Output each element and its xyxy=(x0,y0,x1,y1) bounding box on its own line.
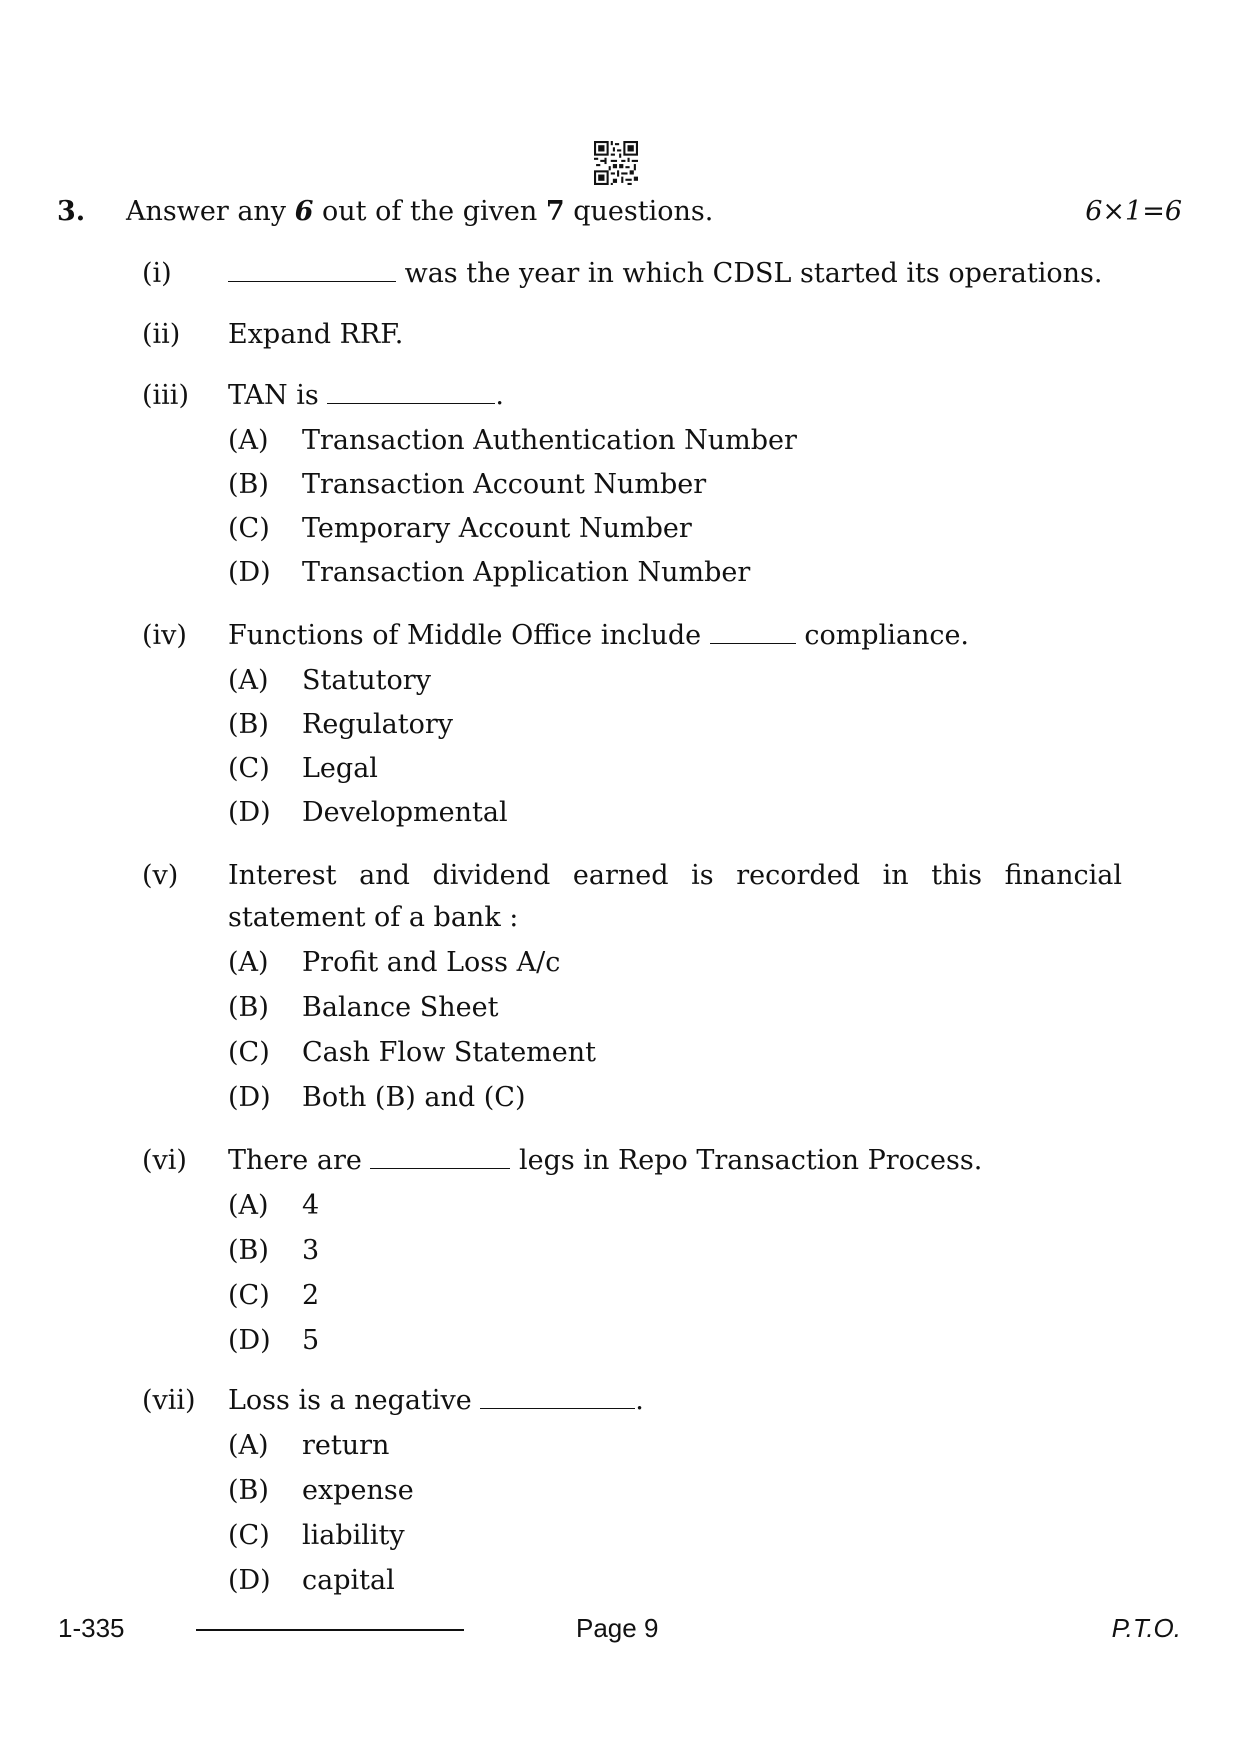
option-text: 5 xyxy=(302,1325,320,1356)
subquestion-stem: TAN is . xyxy=(228,375,1122,417)
option-letter: (C) xyxy=(228,1037,270,1068)
option-text: Cash Flow Statement xyxy=(302,1037,596,1068)
subquestion-stem: Expand RRF. xyxy=(228,319,404,350)
please-turn-over: P.T.O. xyxy=(1111,1613,1181,1643)
option-text: Regulatory xyxy=(302,709,453,740)
fill-blank xyxy=(228,254,396,282)
option-text: Profit and Loss A/c xyxy=(302,947,561,978)
option-text: 3 xyxy=(302,1235,320,1266)
option-text: return xyxy=(302,1430,390,1461)
option-letter: (D) xyxy=(228,1082,271,1113)
option-letter: (C) xyxy=(228,1520,270,1551)
fill-blank xyxy=(710,616,796,644)
option-text: 4 xyxy=(302,1190,320,1221)
subquestion-stem: There are legs in Repo Transaction Process. xyxy=(228,1140,1122,1182)
option-text: Developmental xyxy=(302,797,508,828)
option-letter: (D) xyxy=(228,1325,271,1356)
fill-blank xyxy=(480,1381,635,1409)
question-instruction: Answer any 6 out of the given 7 questions. xyxy=(126,196,714,227)
subquestion-number: (iv) xyxy=(142,620,187,651)
option-letter: (A) xyxy=(228,1430,269,1461)
option-text: Balance Sheet xyxy=(302,992,499,1023)
option-text: liability xyxy=(302,1520,405,1551)
option-letter: (D) xyxy=(228,1565,271,1596)
subquestion-number: (vi) xyxy=(142,1145,187,1176)
question-number: 3. xyxy=(57,196,86,227)
subquestion-stem: was the year in which CDSL started its operations. xyxy=(228,253,1122,295)
option-text: Both (B) and (C) xyxy=(302,1082,526,1113)
subquestion-stem: Interest and dividend earned is recorded in this financial statement of a bank : xyxy=(228,860,1122,933)
option-letter: (B) xyxy=(228,1235,269,1266)
subquestion-number: (v) xyxy=(142,860,179,891)
question-marks: 6×1=6 xyxy=(1085,196,1182,227)
subquestion-number: (i) xyxy=(142,258,172,289)
subquestion-number: (ii) xyxy=(142,319,181,350)
option-text: Temporary Account Number xyxy=(302,513,692,544)
fill-blank xyxy=(370,1141,510,1169)
option-letter: (B) xyxy=(228,1475,269,1506)
option-letter: (C) xyxy=(228,513,270,544)
option-letter: (D) xyxy=(228,797,271,828)
option-text: Statutory xyxy=(302,665,431,696)
option-letter: (B) xyxy=(228,709,269,740)
subquestion-stem: Functions of Middle Office include compliance. xyxy=(228,615,1122,657)
subquestion-number: (vii) xyxy=(142,1385,196,1416)
subquestion-stem: Loss is a negative . xyxy=(228,1380,1122,1422)
option-letter: (C) xyxy=(228,753,270,784)
option-letter: (C) xyxy=(228,1280,270,1311)
option-letter: (A) xyxy=(228,947,269,978)
option-text: Legal xyxy=(302,753,378,784)
fill-blank xyxy=(327,376,495,404)
option-text: 2 xyxy=(302,1280,320,1311)
option-text: Transaction Authentication Number xyxy=(302,425,797,456)
paper-code: 1-335 xyxy=(58,1613,125,1643)
page-number: Page 9 xyxy=(576,1613,659,1643)
option-text: capital xyxy=(302,1565,395,1596)
option-text: Transaction Account Number xyxy=(302,469,707,500)
option-text: Transaction Application Number xyxy=(302,557,751,588)
option-letter: (A) xyxy=(228,425,269,456)
option-text: expense xyxy=(302,1475,414,1506)
subquestion-number: (iii) xyxy=(142,380,189,411)
option-letter: (A) xyxy=(228,1190,269,1221)
option-letter: (D) xyxy=(228,557,271,588)
option-letter: (B) xyxy=(228,469,269,500)
qr-code-icon xyxy=(594,141,638,185)
footer-rule xyxy=(196,1629,464,1631)
option-letter: (B) xyxy=(228,992,269,1023)
option-letter: (A) xyxy=(228,665,269,696)
